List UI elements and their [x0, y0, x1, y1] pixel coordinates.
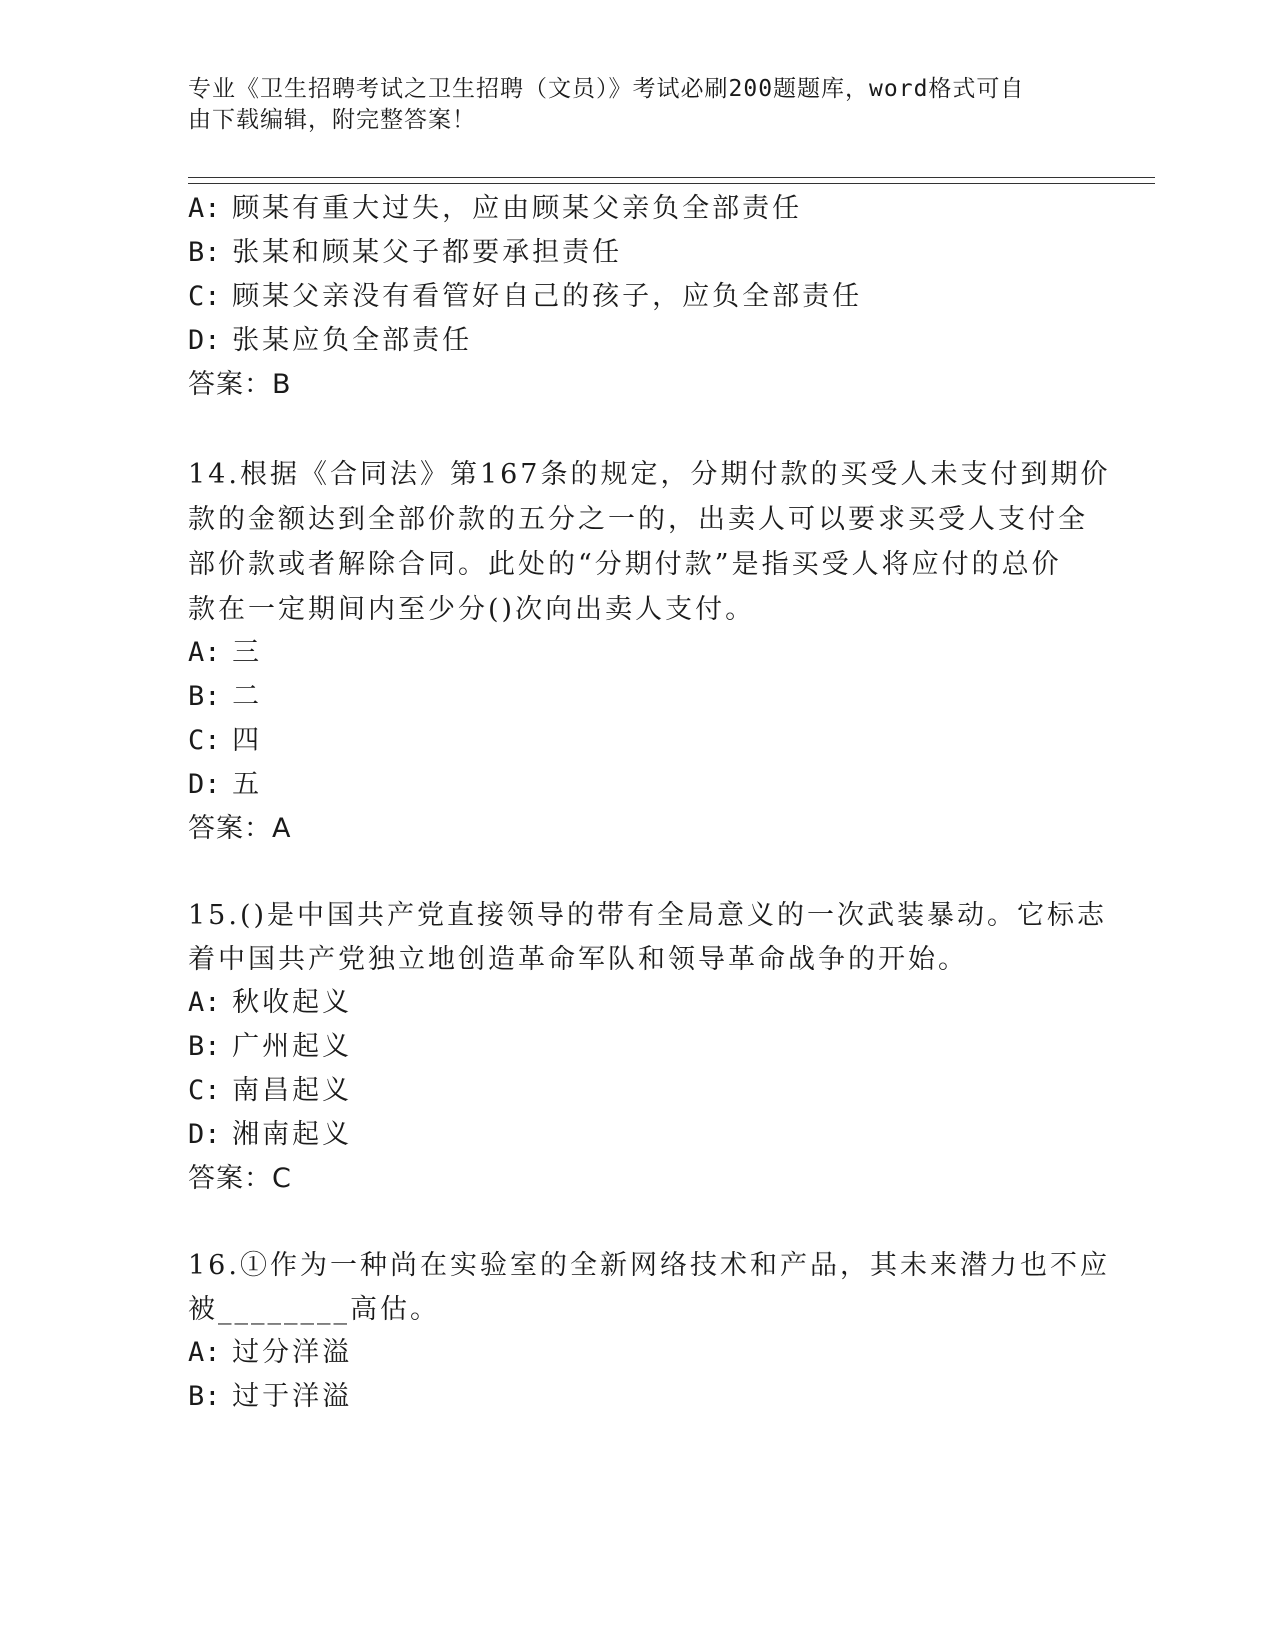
option-b [188, 674, 262, 713]
header-line-2: 由下载编辑，附完整答案！ [188, 107, 476, 133]
question-stem-line: 款在一定期间内至少分()次向出卖人支付。 [188, 594, 756, 625]
option-a [188, 630, 262, 669]
option-a [188, 186, 802, 225]
option-b [188, 1024, 352, 1063]
header-rule-bottom [188, 183, 1155, 184]
header-rule-top [188, 177, 1155, 178]
option-text: 秋收起义 [232, 987, 353, 1018]
option-key: A: [188, 637, 221, 668]
option-text: 过分洋溢 [232, 1337, 353, 1368]
option-text: 湘南起义 [232, 1119, 353, 1150]
option-d [188, 762, 262, 801]
option-text: 张某应负全部责任 [232, 325, 473, 356]
option-text: 顾某父亲没有看管好自己的孩子，应负全部责任 [232, 281, 863, 312]
option-c [188, 1068, 352, 1107]
option-a [188, 980, 352, 1019]
option-b [188, 230, 622, 269]
option-text: 南昌起义 [232, 1075, 353, 1106]
answer: 答案：C [188, 1163, 292, 1194]
option-text: 过于洋溢 [232, 1381, 353, 1412]
option-key: B: [188, 1381, 221, 1412]
option-c [188, 718, 262, 757]
option-key: A: [188, 193, 221, 224]
option-key: D: [188, 769, 221, 800]
option-key: C: [188, 1075, 221, 1106]
answer: 答案：A [188, 813, 292, 844]
option-text: 三 [232, 637, 263, 668]
question-stem-line: 着中国共产党独立地创造革命军队和领导革命战争的开始。 [188, 944, 968, 975]
option-c [188, 274, 862, 313]
option-b [188, 1374, 352, 1413]
option-text: 四 [232, 725, 263, 756]
header-line-1: 专业《卫生招聘考试之卫生招聘（文员）》考试必刷200题题库，word格式可自 [188, 76, 1025, 102]
option-key: B: [188, 681, 221, 712]
option-a [188, 1330, 352, 1369]
option-key: A: [188, 1337, 221, 1368]
option-key: B: [188, 1031, 221, 1062]
option-key: D: [188, 325, 221, 356]
option-key: B: [188, 237, 221, 268]
question-stem-line: 款的金额达到全部价款的五分之一的，出卖人可以要求买受人支付全 [188, 504, 1088, 535]
option-text: 五 [232, 769, 263, 800]
document-header [188, 74, 1068, 136]
option-text: 张某和顾某父子都要承担责任 [232, 237, 623, 268]
option-d [188, 1112, 352, 1151]
option-text: 顾某有重大过失，应由顾某父亲负全部责任 [232, 193, 803, 224]
question-stem-line: 被________高估。 [188, 1294, 440, 1325]
option-key: A: [188, 987, 221, 1018]
option-key: C: [188, 725, 221, 756]
option-key: D: [188, 1119, 221, 1150]
question-stem-line: 部价款或者解除合同。此处的“分期付款”是指买受人将应付的总价 [188, 549, 1062, 580]
question-stem-line: 14.根据《合同法》第167条的规定，分期付款的买受人未支付到期价 [188, 459, 1111, 490]
question-stem-line: 16.①作为一种尚在实验室的全新网络技术和产品，其未来潜力也不应 [188, 1250, 1110, 1281]
option-text: 广州起义 [232, 1031, 353, 1062]
question-stem-line: 15.()是中国共产党直接领导的带有全局意义的一次武装暴动。它标志 [188, 900, 1108, 931]
answer: 答案：B [188, 369, 292, 400]
option-d [188, 318, 472, 357]
option-key: C: [188, 281, 221, 312]
option-text: 二 [232, 681, 263, 712]
